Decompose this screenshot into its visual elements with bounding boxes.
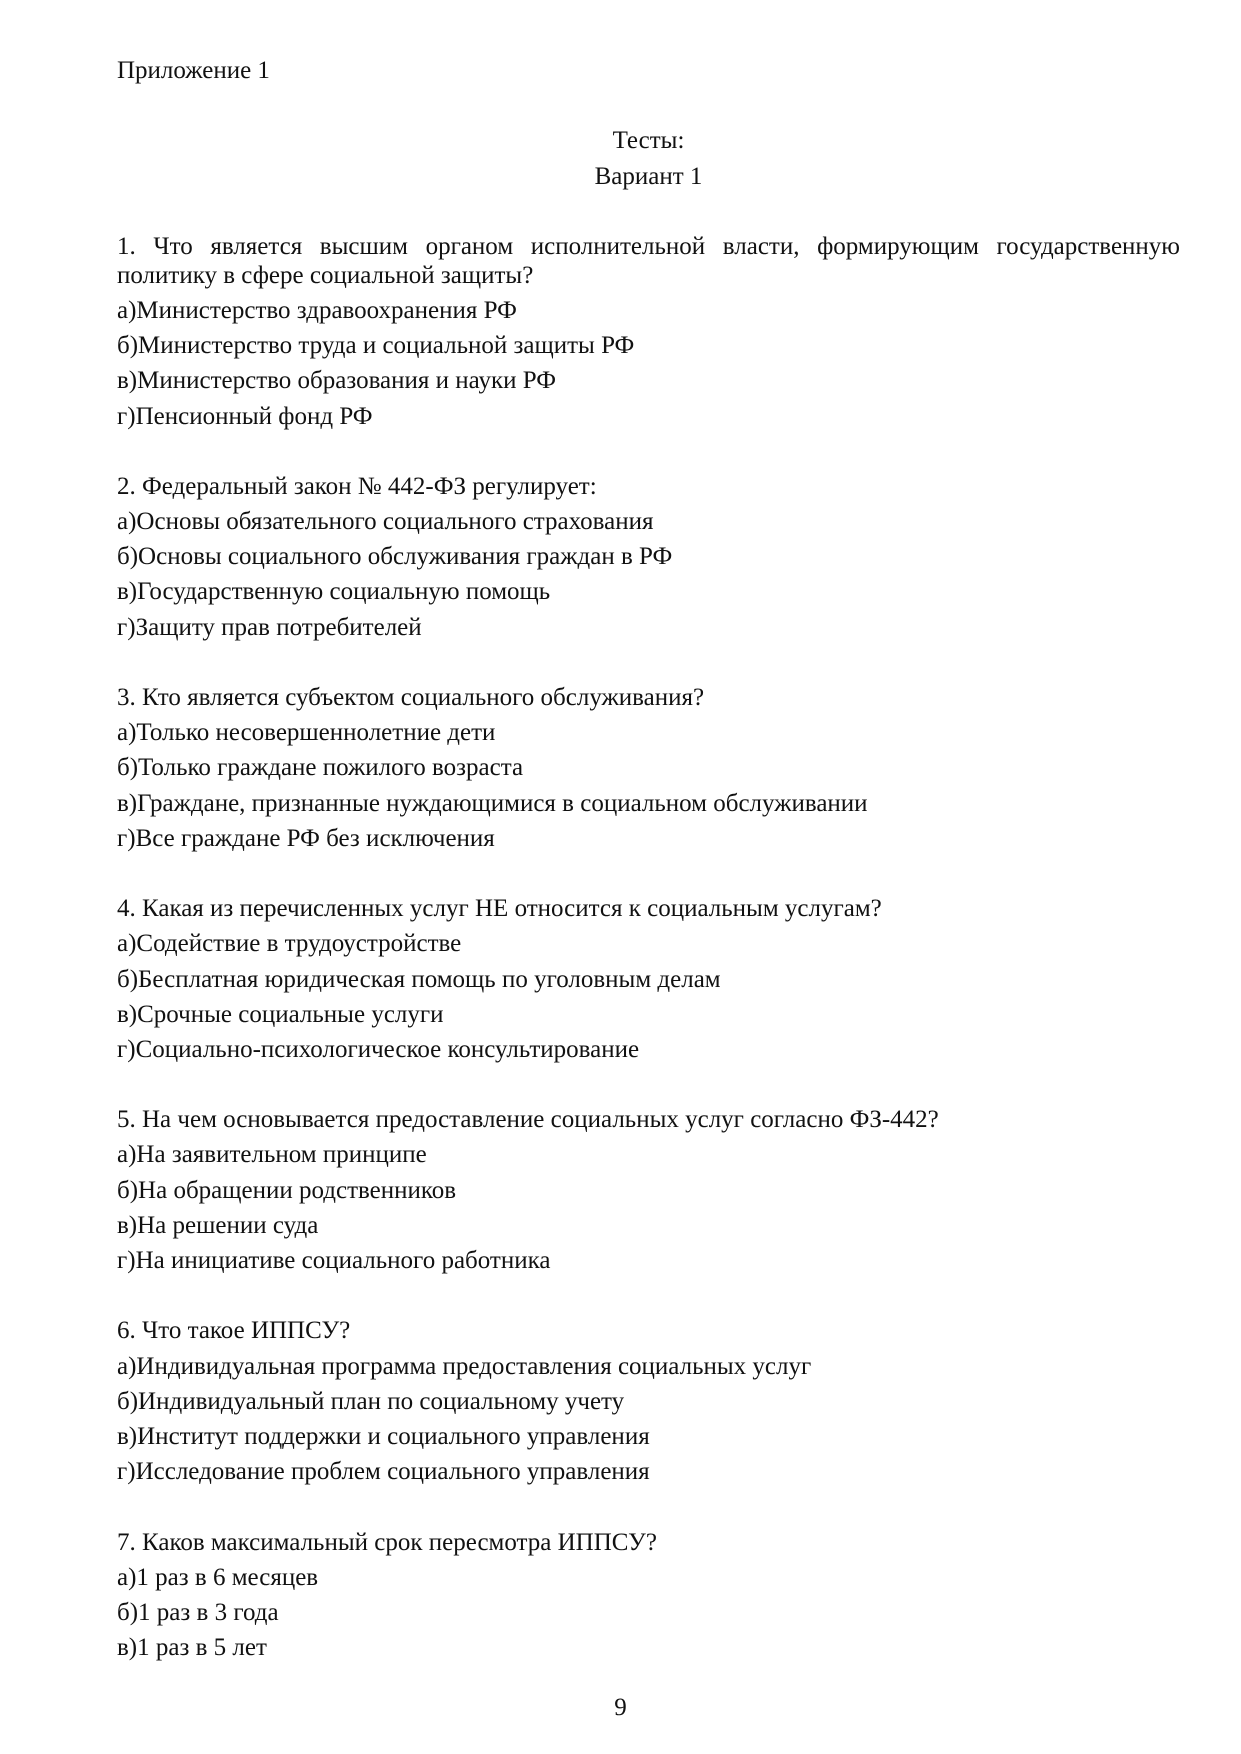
answer-option: а)Индивидуальная программа предоставления социальных услуг <box>117 1352 812 1380</box>
appendix-label: Приложение 1 <box>117 57 270 84</box>
answer-option: г)Социально-психологическое консультирование <box>117 1035 640 1063</box>
answer-option: а)1 раз в 6 месяцев <box>117 1563 319 1591</box>
question-text: 6. Что такое ИППСУ? <box>117 1317 351 1345</box>
question-block <box>117 891 1180 1102</box>
answer-option: г)Пенсионный фонд РФ <box>117 402 373 430</box>
answer-option: в)Институт поддержки и социального управления <box>117 1422 650 1450</box>
answer-option: г)Исследование проблем социального управления <box>117 1458 650 1486</box>
answer-option: в)На решении суда <box>117 1211 319 1239</box>
question-list <box>117 232 1180 1665</box>
answer-option: в)Граждане, признанные нуждающимися в социальном обслуживании <box>117 789 868 817</box>
question-text: 4. Какая из перечисленных услуг НЕ относится к социальным услугам? <box>117 895 882 923</box>
answer-option: б)Бесплатная юридическая помощь по уголовным делам <box>117 965 721 993</box>
answer-option: б)1 раз в 3 года <box>117 1598 279 1626</box>
variant-label: Вариант 1 <box>594 162 703 190</box>
answer-option: г)На инициативе социального работника <box>117 1247 551 1274</box>
answer-option: в)1 раз в 5 лет <box>117 1634 267 1662</box>
answer-option: б)На обращении родственников <box>117 1176 457 1204</box>
question-block <box>117 469 1180 680</box>
question-block <box>117 680 1180 891</box>
answer-option: г)Все граждане РФ без исключения <box>117 824 495 852</box>
question-block <box>117 1102 1180 1313</box>
question-block <box>117 232 1180 469</box>
document-page <box>117 53 1180 1665</box>
answer-option: а)Содействие в трудоустройстве <box>117 930 462 958</box>
answer-option: в)Министерство образования и науки РФ <box>117 367 556 395</box>
question-text: 5. На чем основывается предоставление социальных услуг согласно ФЗ-442? <box>117 1106 939 1134</box>
question-text: 1. Что является высшим органом исполнительной власти, формирующим государственную политику в сфере социальной защиты? <box>117 232 1180 289</box>
answer-option: б)Основы социального обслуживания граждан в РФ <box>117 543 673 571</box>
answer-option: б)Индивидуальный план по социальному учету <box>117 1387 625 1415</box>
page-number: 9 <box>614 1694 627 1721</box>
question-text: 3. Кто является субъектом социального обслуживания? <box>117 684 705 711</box>
answer-option: а)Министерство здравоохранения РФ <box>117 296 517 324</box>
question-text: 2. Федеральный закон № 442-ФЗ регулирует: <box>117 472 597 500</box>
document-title: Тесты: <box>612 127 685 155</box>
answer-option: в)Государственную социальную помощь <box>117 578 551 606</box>
question-block <box>117 1313 1180 1524</box>
answer-option: б)Министерство труда и социальной защиты РФ <box>117 332 635 360</box>
answer-option: б)Только граждане пожилого возраста <box>117 754 524 782</box>
answer-option: а)Основы обязательного социального страхования <box>117 508 654 536</box>
answer-option: а)На заявительном принципе <box>117 1141 427 1169</box>
answer-option: а)Только несовершеннолетние дети <box>117 719 496 747</box>
question-block <box>117 1525 1180 1666</box>
question-text: 7. Каков максимальный срок пересмотра ИППСУ? <box>117 1528 657 1556</box>
answer-option: в)Срочные социальные услуги <box>117 1000 444 1028</box>
answer-option: г)Защиту прав потребителей <box>117 613 422 641</box>
